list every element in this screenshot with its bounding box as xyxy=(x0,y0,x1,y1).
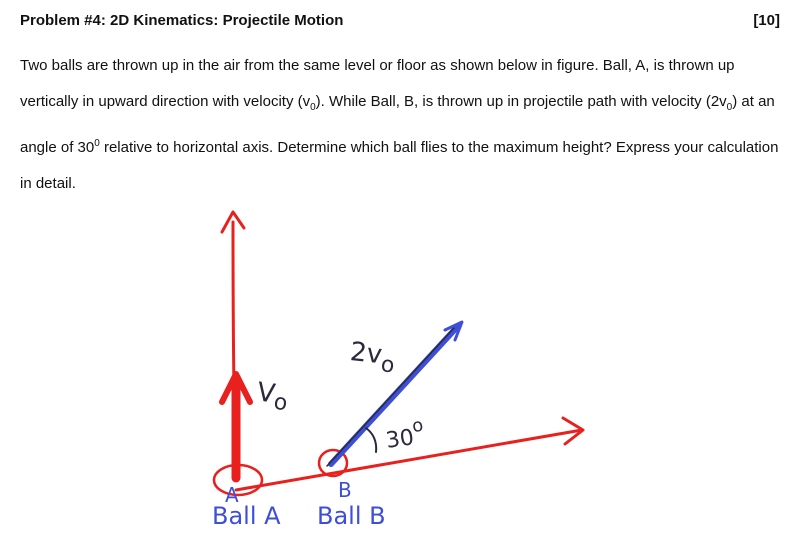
ball-b-marker: B xyxy=(338,478,352,502)
v0-symbol-a: v xyxy=(302,93,311,110)
problem-title: Problem #4: 2D Kinematics: Projectile Motion xyxy=(20,12,344,29)
v0-label-sub: o xyxy=(272,389,289,417)
angle-label-base: 30 xyxy=(384,425,416,454)
ball-b-label: Ball B xyxy=(317,502,386,530)
statement-part-1: Two balls are thrown up in the air from the same level or floor as shown below in figure. Ball, A, is thrown up vertically in upward direction with velocity ( xyxy=(20,57,735,110)
statement-part-3: ) at an angle of 30 xyxy=(20,93,775,156)
2v0-label xyxy=(348,337,397,379)
v0-subscript-b: 0 xyxy=(726,102,733,113)
ball-a-marker: A xyxy=(225,483,239,507)
angle-degree-superscript: 0 xyxy=(94,138,100,149)
statement-part-2: ). While Ball, B, is thrown up in projectile path with velocity (2 xyxy=(315,93,720,110)
ball-a-label: Ball A xyxy=(212,502,281,530)
angle-label-sup: o xyxy=(410,414,425,438)
2v0-label-base: 2v xyxy=(348,336,384,371)
v0-symbol-b: v xyxy=(719,93,727,110)
statement-part-4: relative to horizontal axis. Determine which ball flies to the maximum height? Express your calculation in detail. xyxy=(20,139,779,192)
angle-arc xyxy=(366,428,376,452)
v0-label xyxy=(254,377,290,416)
problem-points: [10] xyxy=(753,12,780,29)
2v0-label-sub: o xyxy=(379,352,396,379)
angle-label xyxy=(383,415,426,454)
v0-subscript-a: 0 xyxy=(310,102,316,113)
v0-label-base: V xyxy=(255,377,277,410)
